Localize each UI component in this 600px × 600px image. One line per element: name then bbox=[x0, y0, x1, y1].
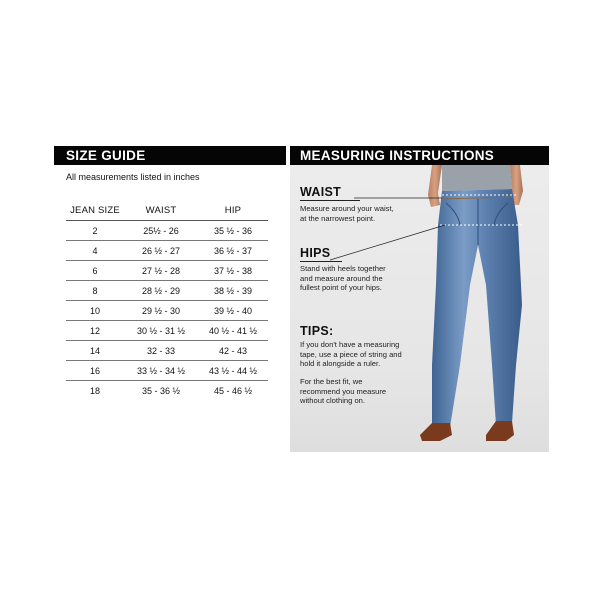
tips-desc-line: For the best fit, we bbox=[300, 377, 363, 386]
table-row bbox=[66, 361, 268, 381]
size-cell: 18 bbox=[89, 385, 100, 396]
hips-heading: HIPS bbox=[300, 246, 331, 260]
size-cell: 12 bbox=[66, 321, 124, 341]
waist-rule bbox=[300, 200, 360, 201]
measuring-instructions-header: MEASURING INSTRUCTIONS bbox=[290, 146, 549, 165]
hip-cell: 38 ½ - 39 bbox=[198, 281, 268, 301]
hips-desc-line: fullest point of your hips. bbox=[300, 283, 382, 293]
waist-cell: 25½ - 26 bbox=[124, 221, 198, 241]
table-row bbox=[66, 381, 268, 401]
column-header-waist: WAIST bbox=[124, 200, 198, 221]
waist-cell: 35 - 36 ½ bbox=[141, 385, 181, 396]
size-cell: 14 bbox=[66, 341, 124, 361]
hips-rule bbox=[300, 261, 342, 262]
table-row bbox=[66, 321, 268, 341]
hip-cell: 37 ½ - 38 bbox=[198, 261, 268, 281]
tips-desc-line: If you don't have a measuring bbox=[300, 340, 400, 349]
hips-desc-line: Stand with heels together bbox=[300, 264, 386, 273]
waist-cell: 32 - 33 bbox=[124, 341, 198, 361]
table-row bbox=[66, 301, 268, 321]
size-cell: 16 bbox=[66, 361, 124, 381]
waist-cell: 28 ½ - 29 bbox=[124, 281, 198, 301]
left-arm bbox=[428, 165, 442, 207]
tips-heading: TIPS: bbox=[300, 324, 334, 338]
table-row bbox=[66, 261, 268, 281]
size-cell: 2 bbox=[66, 221, 124, 241]
size-cell: 10 bbox=[66, 301, 124, 321]
tips-description-2 bbox=[300, 377, 386, 406]
hip-pointer-line bbox=[330, 225, 445, 260]
left-boot bbox=[420, 423, 452, 441]
table-row bbox=[66, 341, 268, 361]
hip-cell: 35 ½ - 36 bbox=[198, 221, 268, 241]
measurement-note: All measurements listed in inches bbox=[66, 172, 200, 182]
right-boot bbox=[486, 421, 514, 441]
size-guide-header: SIZE GUIDE bbox=[54, 146, 286, 165]
waist-desc-line: Measure around your waist, bbox=[300, 204, 394, 213]
tips-desc-line: recommend you measure bbox=[300, 386, 387, 396]
table-row bbox=[66, 221, 268, 241]
tips-desc-line: without clothing on. bbox=[300, 396, 366, 406]
hip-cell: 40 ½ - 41 ½ bbox=[198, 321, 268, 341]
waist-description bbox=[300, 204, 394, 223]
hips-description bbox=[300, 264, 386, 293]
hips-desc-line: and measure around the bbox=[300, 273, 383, 283]
gray-shirt bbox=[442, 165, 512, 191]
table-row bbox=[66, 241, 268, 261]
hip-cell: 36 ½ - 37 bbox=[198, 241, 268, 261]
table-header-row bbox=[66, 200, 268, 221]
measuring-panel bbox=[290, 165, 549, 452]
hip-cell: 43 ½ - 44 ½ bbox=[198, 361, 268, 381]
hip-cell: 45 - 46 ½ bbox=[213, 385, 253, 396]
waist-cell: 29 ½ - 30 bbox=[124, 301, 198, 321]
hip-cell: 39 ½ - 40 bbox=[198, 301, 268, 321]
hip-cell: 42 - 43 bbox=[198, 341, 268, 361]
waist-desc-line: at the narrowest point. bbox=[300, 213, 376, 223]
waist-cell: 26 ½ - 27 bbox=[124, 241, 198, 261]
size-cell: 6 bbox=[66, 261, 124, 281]
table-row bbox=[66, 281, 268, 301]
size-cell: 4 bbox=[66, 241, 124, 261]
waist-cell: 33 ½ - 34 ½ bbox=[124, 361, 198, 381]
waist-cell: 27 ½ - 28 bbox=[124, 261, 198, 281]
tips-desc-line: hold it alongside a ruler. bbox=[300, 359, 381, 369]
column-header-hip: HIP bbox=[198, 200, 268, 221]
size-table bbox=[66, 200, 268, 400]
tips-description bbox=[300, 340, 402, 369]
waist-cell: 30 ½ - 31 ½ bbox=[124, 321, 198, 341]
column-header-jean-size: JEAN SIZE bbox=[66, 200, 124, 221]
waist-heading: WAIST bbox=[300, 185, 342, 199]
size-cell: 8 bbox=[66, 281, 124, 301]
tips-desc-line: tape, use a piece of string and bbox=[300, 349, 402, 359]
